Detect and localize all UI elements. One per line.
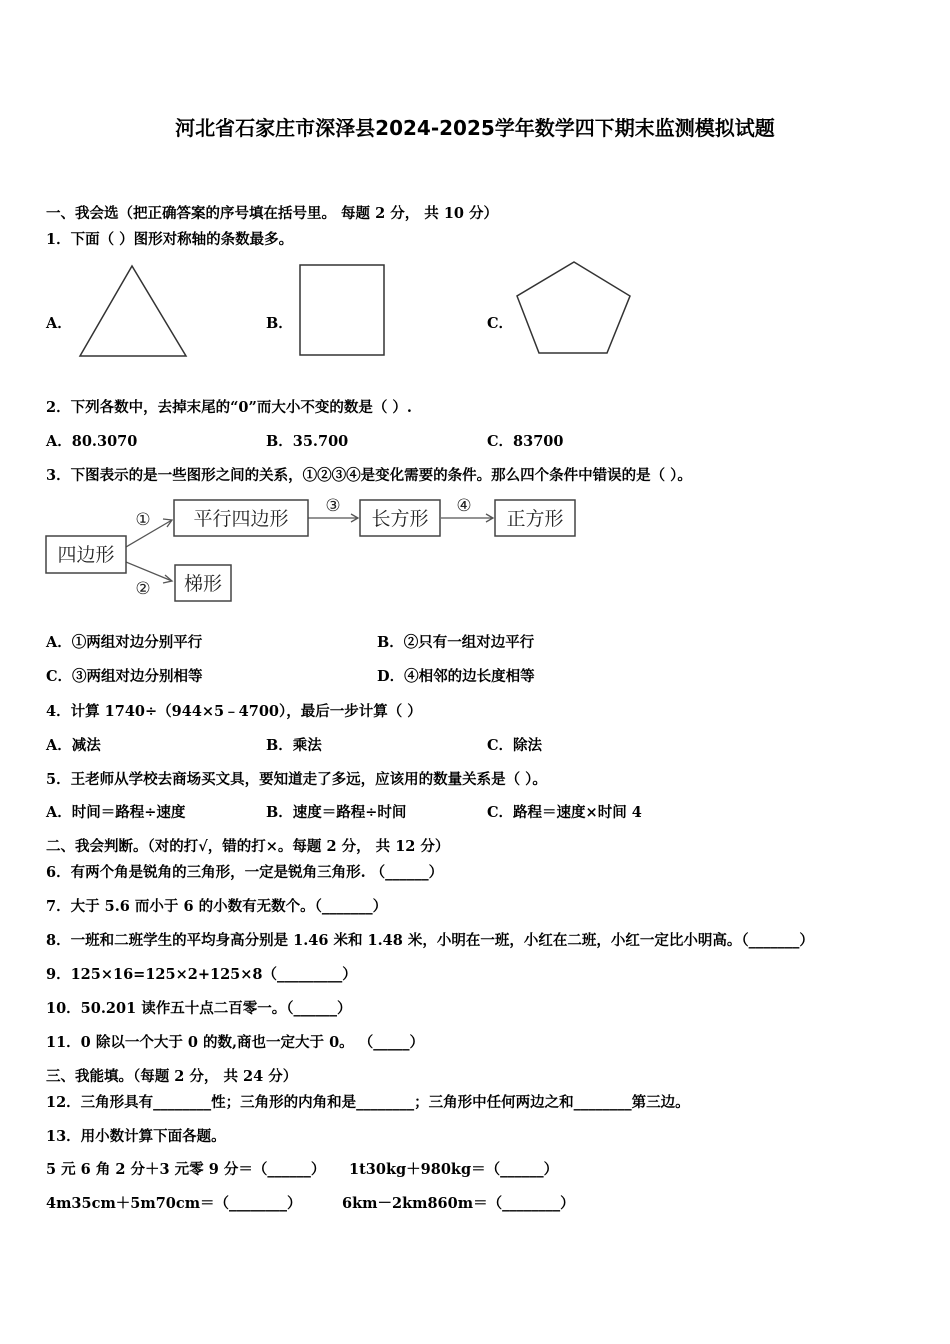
section-2-heading: 二、我会判断。（对的打√，错的打×。每题 2 分， 共 12 分） xyxy=(46,838,450,855)
q1-option-c: C． xyxy=(487,315,514,332)
condition-1: ① xyxy=(135,510,151,530)
pentagon-shape xyxy=(517,262,630,353)
question-12: 12．三角形具有________性；三角形的内角和是________；三角形中任何两边之和________第三边。 xyxy=(46,1094,690,1111)
page-title: 河北省石家庄市深泽县2024-2025学年数学四下期末监测模拟试题 xyxy=(175,116,775,140)
q13-item-3: 4m35cm＋5m70cm＝（________） xyxy=(46,1195,302,1212)
box-parallelogram-label: 平行四边形 xyxy=(193,508,289,530)
question-13: 13．用小数计算下面各题。 xyxy=(46,1128,226,1145)
q3-option-a: A．①两组对边分别平行 xyxy=(46,634,203,651)
box-quadrilateral-label: 四边形 xyxy=(57,544,115,566)
q3-option-c: C．③两组对边分别相等 xyxy=(46,668,203,685)
section-1-heading: 一、我会选（把正确答案的序号填在括号里。 每题 2 分， 共 10 分） xyxy=(46,205,499,222)
question-2: 2．下列各数中，去掉末尾的“0”而大小不变的数是（ ）. xyxy=(46,399,412,416)
q4-option-a: A．减法 xyxy=(46,737,101,754)
triangle-shape xyxy=(80,266,186,356)
q5-option-c: C．路程＝速度×时间 4 xyxy=(487,804,642,821)
question-1: 1．下面（ ）图形对称轴的条数最多。 xyxy=(46,231,294,248)
box-square-label: 正方形 xyxy=(506,508,564,530)
condition-3: ③ xyxy=(325,496,341,516)
q1-option-a: A． xyxy=(46,315,72,332)
box-rectangle-label: 长方形 xyxy=(371,508,429,530)
q2-option-c: C．83700 xyxy=(487,433,564,450)
square-shape xyxy=(300,265,384,355)
q4-option-c: C．除法 xyxy=(487,737,543,754)
box-trapezoid-label: 梯形 xyxy=(183,573,223,595)
condition-2: ② xyxy=(135,579,151,599)
q13-item-2: 1t30kg＋980kg＝（______） xyxy=(349,1161,559,1178)
relationship-diagram xyxy=(46,496,575,601)
q2-option-b: B．35.700 xyxy=(266,433,349,450)
q1-option-b: B． xyxy=(266,315,293,332)
q5-option-a: A．时间＝路程÷速度 xyxy=(46,804,186,821)
q4-option-b: B．乘法 xyxy=(266,737,322,754)
question-4: 4．计算 1740÷（944×5﹣4700），最后一步计算（ ） xyxy=(46,703,422,720)
q5-option-b: B．速度＝路程÷时间 xyxy=(266,804,407,821)
question-11: 11．0 除以一个大于 0 的数,商也一定大于 0。 （_____） xyxy=(46,1034,424,1051)
condition-4: ④ xyxy=(456,496,472,516)
q3-option-b: B．②只有一组对边平行 xyxy=(377,634,535,651)
q13-item-1: 5 元 6 角 2 分＋3 元零 9 分＝（______） xyxy=(46,1161,326,1178)
question-7: 7．大于 5.6 而小于 6 的小数有无数个。（_______） xyxy=(46,898,388,915)
question-10: 10．50.201 读作五十点二百零一。（______） xyxy=(46,1000,352,1017)
section-3-heading: 三、我能填。（每题 2 分， 共 24 分） xyxy=(46,1068,298,1085)
question-8: 8．一班和二班学生的平均身高分别是 1.46 米和 1.48 米，小明在一班，小红在二班，小红一定比小明高。（_______） xyxy=(46,932,814,949)
q13-item-4: 6km－2km860m＝（________） xyxy=(342,1195,575,1212)
question-3: 3．下图表示的是一些图形之间的关系，①②③④是变化需要的条件。那么四个条件中错误的是（ ）。 xyxy=(46,467,692,484)
question-6: 6．有两个角是锐角的三角形，一定是锐角三角形. （______） xyxy=(46,864,444,881)
question-9: 9．125×16=125×2+125×8（_________） xyxy=(46,966,357,983)
q3-option-d: D．④相邻的边长度相等 xyxy=(377,668,535,685)
question-5: 5．王老师从学校去商场买文具，要知道走了多远，应该用的数量关系是（ ）。 xyxy=(46,771,547,788)
q2-option-a: A．80.3070 xyxy=(46,433,138,450)
